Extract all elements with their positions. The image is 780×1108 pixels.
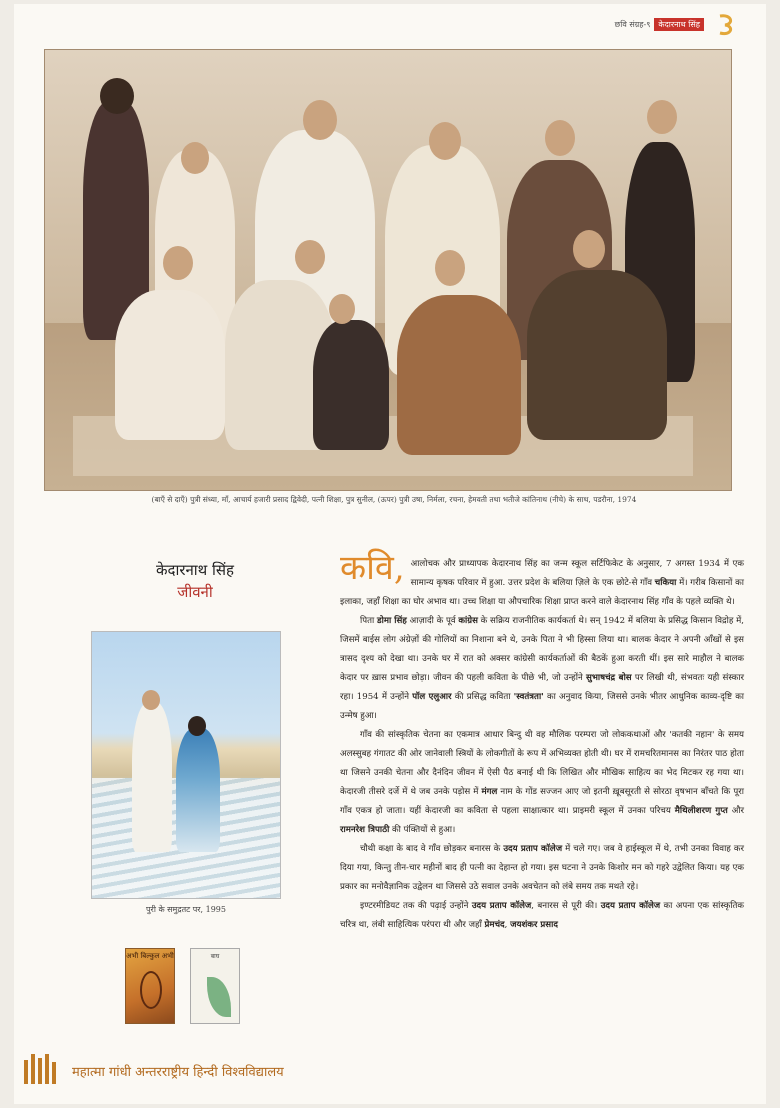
book-cover-1	[125, 948, 175, 1024]
paragraph-2: पिता डोमा सिंह आज़ादी के पूर्व कांग्रेस के सक्रिय राजनीतिक कार्यकर्ता थे। सन् 1942 में बलिया के प्रसिद्ध किसान विद्रोह में, जिसमें बाईस लोग अंग्रेज़ों की गोलियों का निशाना बने थे, उनके पिता ने भी हिस्सा लिया था। बालक केदार ने अपनी आँखों से इस त्रासद दृश्य को देखा था। उनके घर में रात को अक्सर कांग्रेसी कार्यकर्ताओं की बैठकें हुआ करती थीं। इस सारे माहौल ने बालक केदार पर ख़ास प्रभाव छोड़ा। जीवन की पहली कविता के पीछे भी, जो उन्होंने सुभाषचंद्र बोस पर लिखी थी, संभवतः यही संस्कार रहा। 1954 में उन्होंने पॉल एलुआर की प्रसिद्ध कविता 'स्वतंत्रता' का अनुवाद किया, जिससे उनके भीतर आधुनिक काव्य-दृष्टि का उन्मेष हुआ।	[340, 616, 745, 721]
running-head-tag: केदारनाथ सिंह	[654, 18, 704, 31]
photo-caption: (बाएँ से दाएँ) पुत्री संध्या, माँ, आचार्य हजारी प्रसाद द्विवेदी, पत्नी शिक्षा, पुत्र सुनील, (ऊपर) पुत्री उषा, निर्मला, रचना, हेमवती तथा भतीजे कांतिनाथ (नीचे) के साथ, पडरौना, 1974	[151, 495, 637, 504]
dropword: कवि,	[340, 548, 405, 588]
university-logo-icon	[22, 1054, 62, 1088]
footer	[22, 1050, 762, 1092]
paragraph-3: गाँव की सांस्कृतिक चेतना का एकमात्र आधार बिन्दु थी वह मौलिक परम्परा जो लोककथाओं और 'कतकी नहान' के समय अलस्सुबह गंगातट की ओर जानेवाली स्त्रियों के लोकगीतों के रूप में अभिव्यक्त होती थी। घर में रामचरितमानस का निरंतर पाठ होता था जिसने उनकी चेतना और दैनंदिन जीवन में ऐसी पैठ बनाई थी कि लिखित और मौखिक साहित्य का भेद मिटकर रह गया था। केदारजी तीसरे दर्जे में थे जब उनके पड़ोस में मंगल नाम के गोंड सज्जन आए जो इतनी ख़ूबसूरती से सोरठा वृषभान बाँचते कि पूरा गाँव एकत्र हो जाता। यहीं केदारजी का कविता से पहला साक्षात्कार था। प्राइमरी स्कूल में उनका परिचय मैथिलीशरण गुप्त और रामनरेश त्रिपाठी की पंक्तियों से हुआ।	[340, 730, 745, 835]
book-cover-1-title: अभी बिल्कुल अभी	[126, 952, 174, 960]
corner-ornament-icon	[716, 12, 736, 36]
running-head	[615, 18, 704, 31]
family-photo	[44, 49, 732, 491]
beach-photo-caption: पुरी के समुद्रतट पर, 1995	[146, 905, 226, 914]
book-cover-2-title: बाघ	[210, 953, 220, 960]
paragraph-1: कवि, आलोचक और प्राध्यापक केदारनाथ सिंह का जन्म स्कूल सर्टिफिकेट के अनुसार, 7 अगस्त 1934 में एक सामान्य कृषक परिवार में हुआ. उत्तर प्रदेश के बलिया ज़िले के एक छोटे-से गाँव चकिया में। गरीब किसानों का इलाका, जहाँ शिक्षा का घोर अभाव था। उच्च शिक्षा या औपचारिक शिक्षा प्राप्त करने वाले केदारनाथ सिंह गाँव के पहले व्यक्ति थे।	[340, 548, 745, 607]
beach-photo	[91, 631, 281, 899]
bio-label: जीवनी	[177, 583, 213, 601]
bio-name: केदारनाथ सिंह	[155, 561, 235, 579]
book-cover-2	[190, 948, 240, 1024]
paragraph-5: इण्टरमीडियट तक की पढ़ाई उन्होंने उदय प्रताप कॉलेज, बनारस से पूरी की। उदय प्रताप कॉलेज का अपना एक सांस्कृतिक चरित्र था, लंबी साहित्यिक परंपरा थी और जहाँ प्रेमचंद, जयशंकर प्रसाद	[340, 901, 745, 930]
university-name: महात्मा गांधी अन्तरराष्ट्रीय हिन्दी विश्वविद्यालय	[72, 1065, 284, 1080]
biography-text	[340, 548, 745, 935]
bio-heading	[110, 560, 280, 602]
running-head-section: छवि संग्रह-९	[614, 20, 651, 29]
page	[14, 4, 766, 1104]
paragraph-4: चौथी कक्षा के बाद वे गाँव छोड़कर बनारस के उदय प्रताप कॉलेज में चले गए। जब वे हाईस्कूल में थे, तभी उनका विवाह कर दिया गया, किन्तु तीन-चार महीनों बाद ही पत्नी का देहान्त हो गया। इस घटना ने उनके किशोर मन को गहरे उद्वेलित किया। यह एक प्रकार का मनोवैज्ञानिक उद्वेलन था जिससे उठे सवाल उनके अवचेतन को लंबे समय तक मथते रहे।	[340, 844, 745, 892]
